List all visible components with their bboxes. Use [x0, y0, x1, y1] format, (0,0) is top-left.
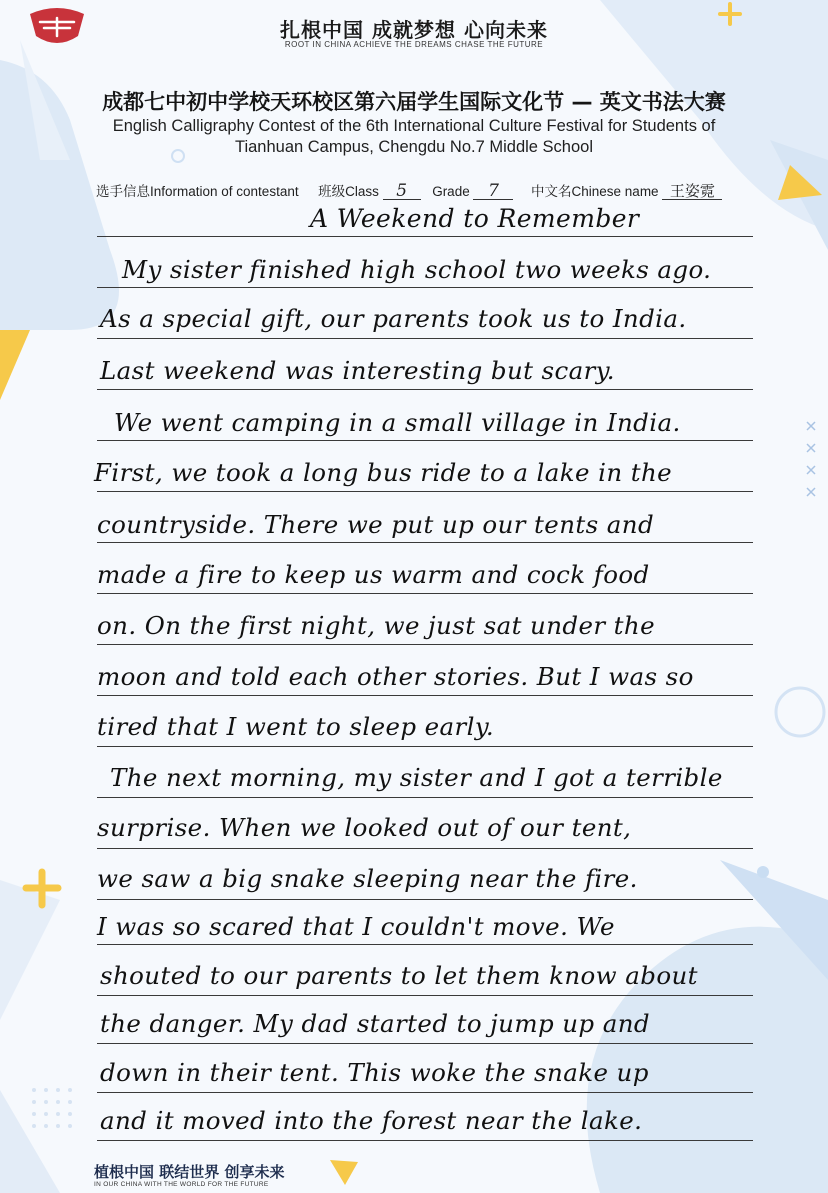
contest-title-english-line2: Tianhuan Campus, Chengdu No.7 Middle School — [234, 138, 594, 156]
contestant-info-row — [96, 180, 722, 200]
essay-line: on. On the first night, we just sat under the — [97, 611, 656, 640]
essay-line: We went camping in a small village in India. — [114, 408, 681, 437]
ruled-line — [97, 848, 753, 849]
essay-line: we saw a big snake sleeping near the fire. — [97, 864, 638, 893]
slogan-english: ROOT IN CHINA ACHIEVE THE DREAMS CHASE THE FUTURE — [284, 40, 544, 49]
ruled-line — [97, 287, 753, 288]
ruled-line — [97, 1043, 753, 1044]
essay-line: The next morning, my sister and I got a terrible — [110, 763, 723, 792]
essay-line: I was so scared that I couldn't move. We — [97, 912, 615, 941]
essay-line: As a special gift, our parents took us to India. — [100, 304, 687, 333]
ruled-line — [97, 746, 753, 747]
footer-slogan-english: IN OUR CHINA WITH THE WORLD FOR THE FUTURE — [94, 1181, 269, 1188]
ruled-line — [97, 593, 753, 594]
ruled-line — [97, 338, 753, 339]
chinese-name-label: 中文名Chinese name — [531, 184, 659, 199]
ruled-line — [97, 491, 753, 492]
essay-line: My sister finished high school two weeks ago. — [122, 255, 712, 284]
essay-line: and it moved into the forest near the lake. — [100, 1106, 643, 1135]
essay-line: tired that I went to sleep early. — [97, 712, 495, 741]
chinese-name-value: 王姿霓 — [662, 183, 722, 200]
essay-line: moon and told each other stories. But I was so — [97, 662, 694, 691]
contestant-info-label: 选手信息Information of contestant — [96, 184, 299, 199]
essay-line: made a fire to keep us warm and cock food — [97, 560, 650, 589]
ruled-line — [97, 797, 753, 798]
essay-line: down in their tent. This woke the snake up — [100, 1058, 649, 1087]
essay-line: surprise. When we looked out of our tent, — [97, 813, 632, 842]
ruled-line — [97, 995, 753, 996]
class-label: 班级Class — [318, 184, 379, 199]
essay-line: countryside. There we put up our tents and — [97, 510, 655, 539]
ruled-line — [97, 440, 753, 441]
ruled-line — [97, 1092, 753, 1093]
essay-line: the danger. My dad started to jump up and — [100, 1009, 650, 1038]
slogan-chinese: 扎根中国 成就梦想 心向未来 — [280, 18, 548, 42]
ruled-line — [97, 1140, 753, 1141]
ruled-line — [97, 644, 753, 645]
grade-label: Grade — [432, 184, 470, 199]
contest-title-chinese: 成都七中初中学校天环校区第六届学生国际文化节 — 英文书法大赛 — [102, 90, 726, 114]
ruled-line — [97, 695, 753, 696]
ruled-line — [97, 389, 753, 390]
footer-slogan-chinese: 植根中国 联结世界 创享未来 — [94, 1163, 285, 1181]
essay-title: A Weekend to Remember — [310, 204, 640, 233]
contest-title-english-line1: English Calligraphy Contest of the 6th International Culture Festival for Students of — [112, 117, 716, 135]
ruled-line — [97, 899, 753, 900]
contest-title-english — [40, 116, 788, 158]
essay-line: shouted to our parents to let them know about — [100, 961, 698, 990]
essay-line: Last weekend was interesting but scary. — [100, 356, 615, 385]
grade-value: 7 — [473, 183, 513, 200]
ruled-line — [97, 236, 753, 237]
ruled-line — [97, 944, 753, 945]
essay-line: First, we took a long bus ride to a lake in the — [94, 458, 673, 487]
ruled-line — [97, 542, 753, 543]
class-value: 5 — [383, 183, 421, 200]
